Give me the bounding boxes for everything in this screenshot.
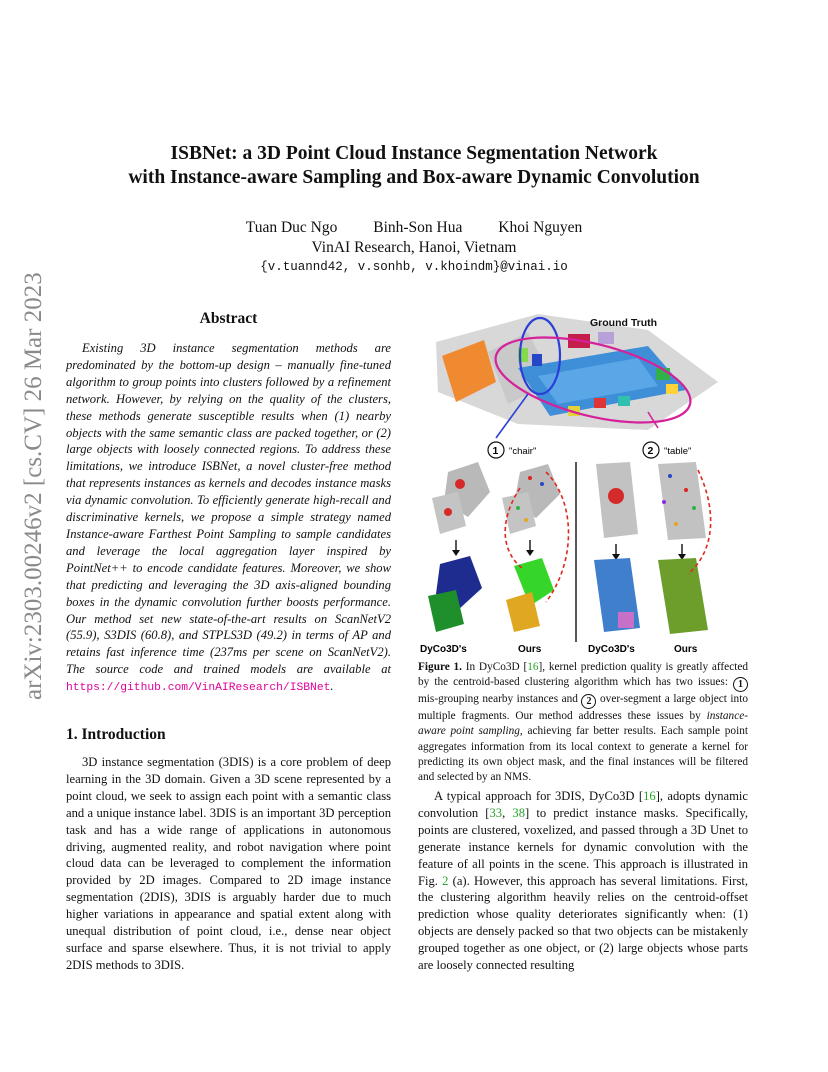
right-column-paragraph: A typical approach for 3DIS, DyCo3D [16], adopts dynamic convolution [33, 38] to predict instance masks. Specifically, points are clustered, voxelized, and passed through a 3D Unet to generate instance kernels for dynamic convolution with the feature of all points in the scene. This approach is illustrated in Fig. 2 (a). However, this approach has several limitations. First, the clustering algorithm heavily relies on the centroid-offset prediction whose quality deteriorates significantly when: (1) objects are densely packed so that two objects can be mistakenly grouped together as one object, or (2) large objects whose parts are loosely connected resulting	[418, 789, 748, 973]
abstract-heading: Abstract	[199, 310, 258, 327]
github-link[interactable]: https://github.com/VinAIResearch/ISBNet	[66, 682, 331, 695]
chair-output-clouds	[428, 556, 554, 632]
citation-link[interactable]: 16	[643, 789, 656, 803]
label-dyco3d-chair: DyCo3D's	[420, 644, 467, 655]
citation-link[interactable]: 16	[527, 661, 539, 673]
affiliation: VinAI Research, Hanoi, Vietnam	[311, 239, 517, 256]
citation-link[interactable]: 38	[512, 805, 525, 820]
caption-emphasis: instance-aware point sampling	[418, 710, 748, 738]
table-output-clouds	[594, 558, 708, 634]
issue-2-label	[643, 442, 691, 458]
issue-1-text: "chair"	[509, 446, 537, 457]
author-block	[80, 218, 748, 258]
title-line-2: with Instance-aware Sampling and Box-aware Dynamic Convolution	[128, 167, 700, 188]
paper-title	[80, 142, 748, 190]
author-3: Khoi Nguyen	[498, 219, 583, 236]
figure-1-caption: Figure 1. In DyCo3D [16], kernel prediction quality is greatly affected by the centroid-based clustering algorithm which has two issues: 1 mis-grouping nearby instances and 2 over-segment a large object into multiple fragments. Our method addresses these issues by instance-aware point sampling, achieving far better results. Each sample point aggregates information from its local context to generate a kernel for predicting its own object mask, and the final instances will be filtered and selected by an NMS.	[418, 661, 749, 784]
ground-truth-scene	[436, 314, 718, 439]
author-names	[80, 218, 748, 238]
title-line-1: ISBNet: a 3D Point Cloud Instance Segmentation Network	[170, 143, 658, 164]
figure-1	[418, 312, 748, 656]
issue-2-text: "table"	[664, 446, 692, 457]
issue-2-number: 2	[647, 445, 654, 457]
author-1: Tuan Duc Ngo	[245, 219, 338, 236]
table-input-clouds	[596, 462, 706, 540]
arxiv-stamp: arXiv:2303.00246v2 [cs.CV] 26 Mar 2023	[20, 272, 47, 700]
label-ours-chair: Ours	[518, 644, 542, 655]
citation-link[interactable]: 33	[489, 805, 503, 820]
chair-input-clouds	[432, 462, 560, 534]
abstract-section	[66, 310, 391, 697]
issue-1-number: 1	[492, 445, 499, 457]
label-ours-table: Ours	[674, 644, 698, 655]
author-2: Binh-Son Hua	[373, 219, 463, 236]
circled-number: 1	[733, 677, 748, 692]
circled-number: 2	[581, 694, 596, 709]
caption-label: Figure 1.	[418, 661, 463, 673]
introduction-paragraph: 3D instance segmentation (3DIS) is a core problem of deep learning in the 3D domain. Given a 3D scene represented by a point cloud, we seek to assign each point with a semantic class and a unique instance label. 3DIS is an important 3D perception task and has a wide range of applications in autonomous driving, augmented reality, and robot navigation where point cloud data can be leveraged to complement the information provided by 2D images. Compared to 2D image instance segmentation (2DIS), 3DIS is arguably harder due to much higher variations in appearance and spatial extent along with unequal distribution of point cloud, i.e., dense near object surface and sparse elsewhere. Thus, it is not trivial to apply 2DIS methods to 3DIS.	[66, 755, 391, 972]
author-emails: {v.tuannd42, v.sonhb, v.khoindm}@vinai.io	[260, 260, 568, 274]
figure-ref-link[interactable]: 2	[442, 873, 449, 888]
label-dyco3d-table: DyCo3D's	[588, 644, 635, 655]
issue-1-label	[488, 442, 536, 458]
section-heading-introduction: 1. Introduction	[66, 726, 166, 743]
ground-truth-label: Ground Truth	[590, 317, 658, 329]
abstract-text: Existing 3D instance segmentation methods are predominated by the bottom-up design – manually fine-tuned algorithm to group points into clusters followed by a refinement network. However, by relying on the quality of the clusters, these methods generate susceptible results when (1) nearby objects with the same semantic class are packed together, or (2) large objects with loosely connected regions. To address these limitations, we introduce ISBNet, a novel cluster-free method that represents instances as kernels and decodes instance masks via dynamic convolution. To efficiently generate high-recall and discriminative kernels, we propose a simple strategy named Instance-aware Farthest Point Sampling to sample candidates and leverage the local aggregation layer inspired by PointNet++ to encode candidate features. Moreover, we show that predicting and leveraging the 3D axis-aligned bounding boxes in the dynamic convolution further boosts performance. Our method set new state-of-the-art results on ScanNetV2 (55.9), S3DIS (60.8), and STPLS3D (49.2) in terms of AP and retains fast inference time (237ms per scene on ScanNetV2). The source code and trained models are available at https://github.com/VinAIResearch/ISBNet.	[66, 341, 391, 695]
